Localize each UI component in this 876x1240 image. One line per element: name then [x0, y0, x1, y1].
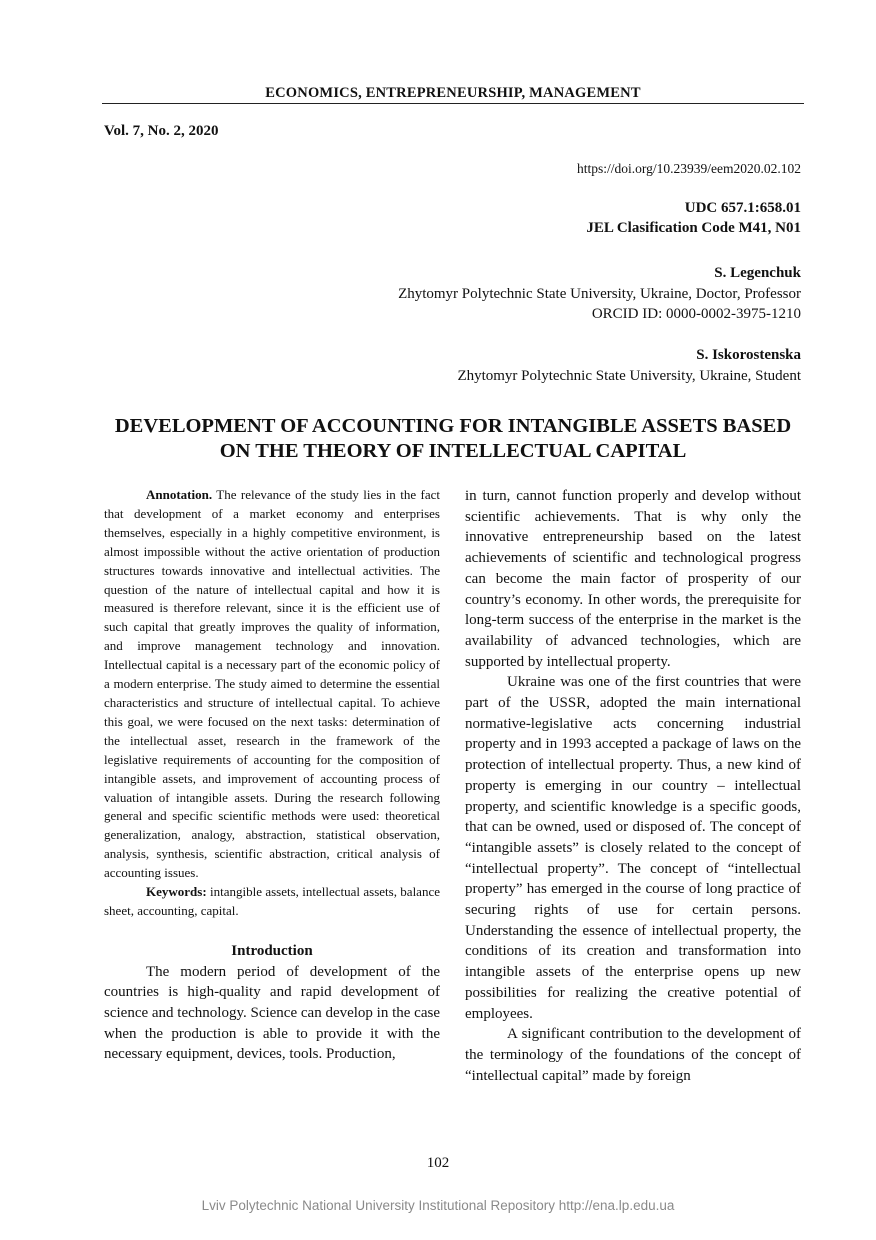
paper-title — [60, 414, 846, 464]
author-affiliation-1: Zhytomyr Polytechnic State University, Ukraine, Doctor, Professor — [398, 286, 801, 302]
right-column — [465, 486, 801, 1086]
intro-paragraph-2: Ukraine was one of the first countries that were part of the USSR, adopted the main international normative-legislative acts concerning industrial property and in 1993 accepted a package of laws on the protection of intellectual property. Thus, a new kind of property is emerging in our country – intellectual property, and scientific knowledge is a specific goods, that can be owned, used or disposed of. The concept of “intangible assets” is closely related to the concept of “intellectual property”. The concept of “intellectual property” has emerged in the course of long practice of securing rights of use for certain persons. Understanding the essence of intellectual property, the conditions of its creation and transformation into intangible assets of the enterprise opens up new possibilities for realizing the creative potential of employees. — [465, 674, 801, 1022]
intro-paragraph-1-part-1: The modern period of development of the countries is high-quality and rapid development of science and technology. Science can develop in the case when the production is able to provide it with the necessary equipment, devices, tools. Production, — [104, 963, 440, 1063]
intro-paragraph-1-part-2: in turn, cannot function properly and develop without scientific achievements. That is why only the innovative entrepreneurship based on the latest achievements of scientific and technological progress can become the main factor of prosperity of our country’s economy. In other words, the prerequisite for long-term success of the enterprise in the market is the availability of advanced technologies, which are supported by intellectual property. — [465, 488, 801, 670]
author-orcid-1: ORCID ID: 0000-0002-3975-1210 — [591, 306, 801, 322]
author-affiliation-2: Zhytomyr Polytechnic State University, Ukraine, Student — [457, 368, 801, 384]
annotation-paragraph — [104, 486, 440, 883]
keywords-label: Keywords: — [146, 884, 207, 900]
annotation-text: The relevance of the study lies in the fact that development of a market economy and enterprises themselves, especially in a highly competitive environment, is almost impossible without the active orientation of production structures towards innovative and intellectual activities. The question of the nature of intellectual capital and how it is measured is therefore relevant, since it is the efficient use of such capital that greatly improves the quality of information, and improve management technology and innovation. Intellectual capital is a necessary part of the economic policy of a modern enterprise. The study aimed to determine the essential characteristics and structure of intellectual capital. To achieve this goal, we were focused on the next tasks: determination of the intellectual asset, research in the framework of the legislative requirements of accounting for the composition of intangible assets, and improvement of accounting process of valuation of intangible assets. During the research following general and specific scientific methods were used: theoretical generalization, analogy, abstraction, statistical observation, analysis, synthesis, scientific abstraction, critical analysis of accounting issues. — [104, 487, 440, 881]
left-column — [104, 486, 440, 1065]
volume-info: Vol. 7, No. 2, 2020 — [104, 123, 219, 139]
keywords-text: intangible assets, intellectual assets, balance sheet, accounting, capital. — [104, 884, 440, 918]
intro-paragraph-3: A significant contribution to the development of the terminology of the foundations of the concept of “intellectual capital” made by foreign — [465, 1026, 801, 1084]
title-line-1: DEVELOPMENT OF ACCOUNTING FOR INTANGIBLE ASSETS BASED — [114, 415, 792, 437]
annotation-label: Annotation. — [146, 487, 213, 502]
title-line-2: ON THE THEORY OF INTELLECTUAL CAPITAL — [219, 440, 687, 462]
jel-code: JEL Clasification Code M41, N01 — [586, 220, 801, 236]
author-name-1: S. Legenchuk — [714, 265, 801, 281]
author-name-2: S. Iskorostenska — [696, 347, 801, 363]
udc-code: UDC 657.1:658.01 — [684, 200, 801, 216]
journal-section-header: ECONOMICS, ENTREPRENEURSHIP, MANAGEMENT — [265, 85, 641, 101]
page-number: 102 — [426, 1155, 450, 1171]
introduction-heading: Introduction — [231, 942, 313, 959]
repository-footer: Lviv Polytechnic National University Institutional Repository http://ena.lp.edu.ua — [201, 1198, 675, 1213]
keywords-paragraph — [104, 883, 440, 921]
doi-link[interactable]: https://doi.org/10.23939/eem2020.02.102 — [577, 161, 801, 176]
header-divider — [102, 103, 804, 104]
